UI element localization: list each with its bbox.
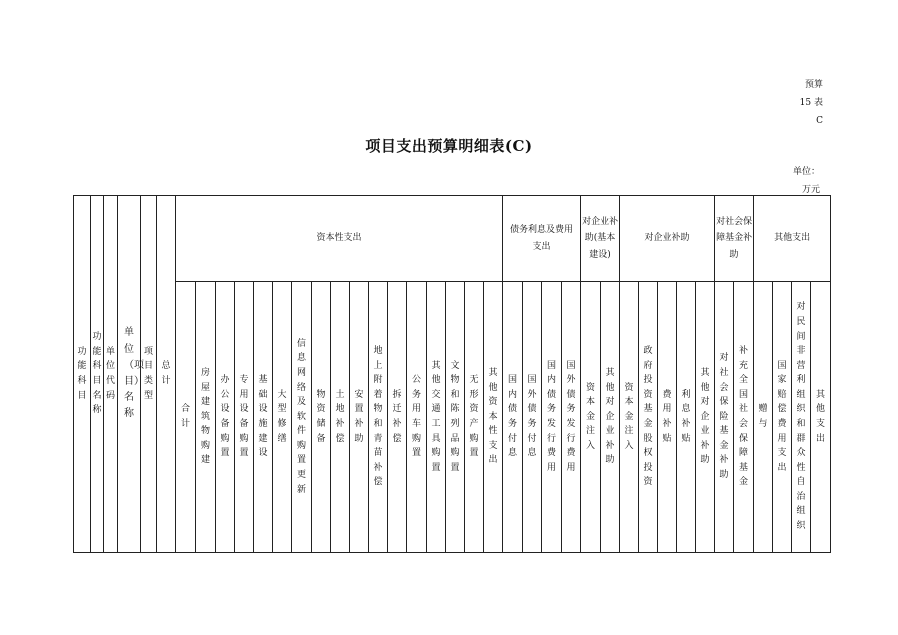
header-debt-3: [562, 282, 581, 553]
group-other: 其他支出: [754, 196, 831, 282]
column-header-row: [74, 282, 831, 553]
header-capital-14: [446, 282, 465, 553]
col-func-subject-name-label: 功能科目名称: [92, 332, 102, 416]
form-code-line2: 15 表: [799, 98, 823, 108]
header-capital-12: [407, 282, 427, 553]
header-social-1: [734, 282, 754, 553]
unit-label-line1: 单位：: [792, 167, 820, 177]
header-enterprise-0-label: 资本金注入: [624, 382, 634, 451]
header-other-3-label: 其他支出: [816, 389, 826, 444]
header-capital-9-label: 安置补助: [354, 389, 364, 444]
header-capital-6: [292, 282, 312, 553]
col-project-type-label: 项目类型: [143, 346, 153, 401]
header-enterprise-2-label: 费用补贴: [662, 389, 672, 444]
header-debt-2: [542, 282, 562, 553]
group-capital: 资本性支出: [176, 196, 503, 282]
col-unit-code: [104, 196, 118, 553]
header-debt-1-label: 国外债务付息: [527, 375, 537, 459]
header-capital-5: [273, 282, 292, 553]
header-capital-11: [388, 282, 407, 553]
unit-label: [793, 163, 820, 199]
page-title: 项目支出预算明细表(C): [365, 137, 533, 155]
header-other-0: [754, 282, 773, 553]
col-total-label: 总计: [161, 361, 171, 386]
header-social-0: [715, 282, 734, 553]
header-enterprise-capital-1-label: 其他对企业补助: [605, 367, 615, 466]
col-unit-project-name-label: 单位（项目）名称: [124, 327, 144, 420]
header-capital-11-label: 拆迁补偿: [392, 389, 402, 444]
header-capital-8-label: 土地补偿: [335, 389, 345, 444]
header-capital-15-label: 无形资产购置: [469, 375, 479, 459]
header-capital-10: [369, 282, 388, 553]
header-capital-2-label: 办公设备购置: [220, 375, 230, 459]
header-enterprise-0: [620, 282, 639, 553]
header-capital-14-label: 文物和陈列品购置: [450, 360, 460, 473]
header-capital-10-label: 地上附着物和青苗补偿: [373, 346, 383, 488]
header-enterprise-capital-1: [601, 282, 620, 553]
header-debt-1: [523, 282, 542, 553]
header-debt-0-label: 国内债务付息: [508, 375, 518, 459]
group-enterprise-capital: [581, 196, 620, 282]
col-project-type: [141, 196, 157, 553]
header-capital-5-label: 大型修缮: [277, 389, 287, 444]
header-debt-3-label: 国外债务发行费用: [566, 360, 576, 473]
header-capital-13-label: 其他交通工具购置: [431, 360, 441, 473]
header-enterprise-capital-0: [581, 282, 601, 553]
header-enterprise-3-label: 利息补贴: [681, 389, 691, 444]
header-capital-8: [331, 282, 350, 553]
group-social-security: [715, 196, 754, 282]
header-other-2: [792, 282, 811, 553]
header-capital-16-label: 其他资本性支出: [488, 367, 498, 466]
col-unit-code-label: 单位代码: [105, 346, 115, 401]
col-func-subject: [74, 196, 91, 553]
group-enterprise: 对企业补助: [620, 196, 715, 282]
header-other-3: [811, 282, 831, 553]
header-other-1-label: 国家赔偿费用支出: [777, 360, 787, 473]
header-other-1: [773, 282, 792, 553]
header-capital-0-label: 合计: [180, 404, 190, 429]
form-code-line3: C: [816, 116, 823, 126]
header-enterprise-1-label: 政府投资基金股权投资: [643, 346, 653, 488]
header-capital-3-label: 专用设备购置: [239, 375, 249, 459]
header-capital-1: [196, 282, 216, 553]
group-social-security-label: 对社会保障基金补助: [716, 216, 753, 260]
header-capital-0: [176, 282, 196, 553]
group-enterprise-capital-label: 对企业补助(基本建设): [582, 216, 619, 260]
col-total: [157, 196, 176, 553]
header-capital-12-label: 公务用车购置: [411, 375, 421, 459]
header-enterprise-4-label: 其他对企业补助: [700, 367, 710, 466]
header-social-0-label: 对社会保险基金补助: [719, 353, 729, 481]
header-capital-7-label: 物资储备: [316, 389, 326, 444]
header-capital-3: [235, 282, 254, 553]
unit-label-line2: 万元: [801, 185, 820, 195]
header-enterprise-3: [677, 282, 696, 553]
form-code-line1: 预算: [804, 80, 823, 90]
header-capital-2: [216, 282, 235, 553]
col-func-subject-name: [91, 196, 104, 553]
header-other-0-label: 赠与: [758, 404, 768, 429]
header-debt-2-label: 国内债务发行费用: [547, 360, 557, 473]
header-enterprise-4: [696, 282, 715, 553]
header-capital-4-label: 基础设施建设: [258, 375, 268, 459]
header-enterprise-capital-0-label: 资本金注入: [586, 382, 596, 451]
header-capital-7: [312, 282, 331, 553]
header-capital-13: [427, 282, 446, 553]
header-other-2-label: 对民间非营利组织和群众性自治组织: [796, 302, 806, 532]
header-capital-1-label: 房屋建筑物购建: [200, 367, 210, 466]
header-enterprise-2: [658, 282, 677, 553]
header-capital-9: [350, 282, 369, 553]
group-debt-label: 债务利息及费用支出: [510, 224, 574, 252]
col-unit-project-name: [118, 196, 144, 553]
header-capital-16: [484, 282, 503, 553]
header-debt-0: [503, 282, 523, 553]
header-capital-15: [465, 282, 484, 553]
budget-table: [73, 195, 831, 553]
header-enterprise-1: [639, 282, 658, 553]
col-func-subject-label: 功能科目: [77, 346, 87, 401]
header-capital-4: [254, 282, 273, 553]
header-social-1-label: 补充全国社会保障基金: [739, 346, 749, 488]
header-capital-6-label: 信息网络及软件购置更新: [296, 338, 306, 495]
group-debt: [503, 196, 581, 282]
